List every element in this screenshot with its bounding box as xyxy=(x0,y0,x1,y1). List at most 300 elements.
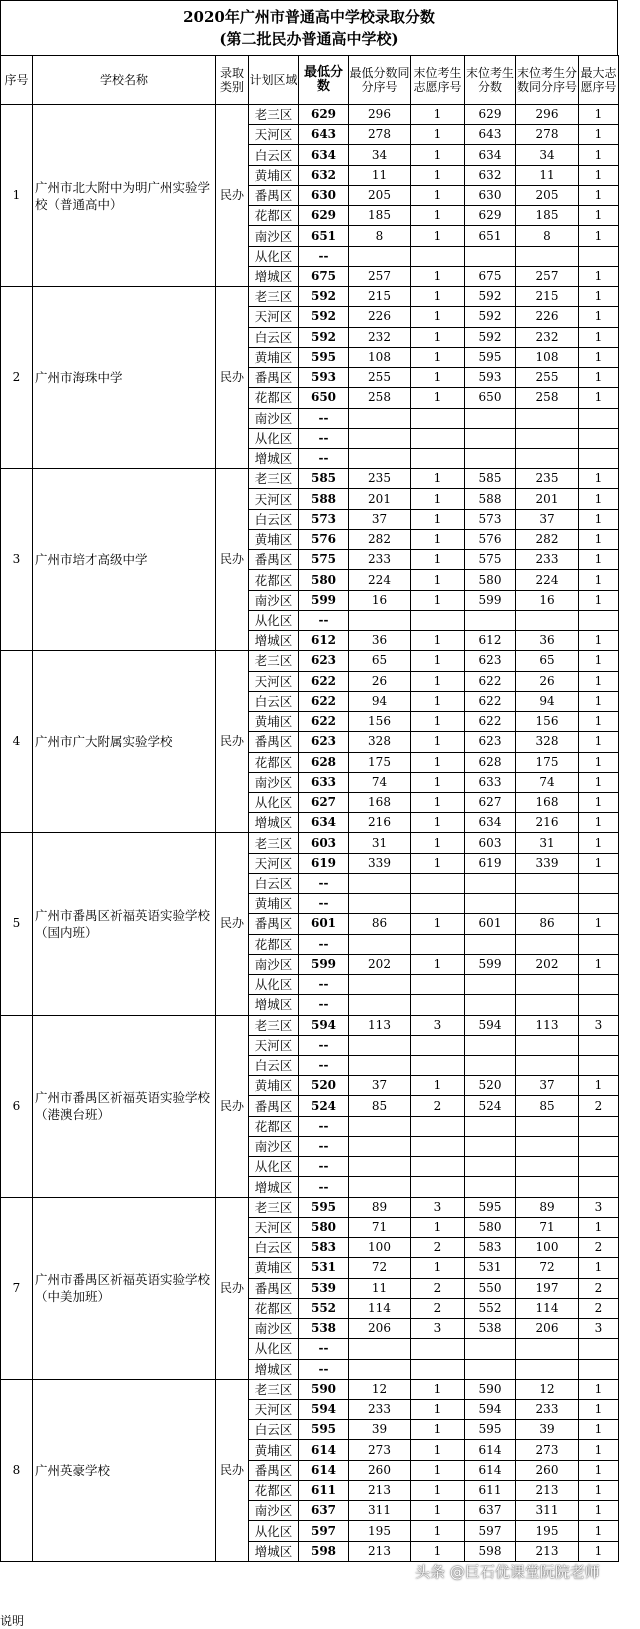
min-score-cell: 575 xyxy=(299,550,349,570)
min-rank-cell: 339 xyxy=(349,853,411,873)
min-score-cell: 627 xyxy=(299,792,349,812)
min-rank-cell: 257 xyxy=(349,266,411,286)
district-cell: 花都区 xyxy=(249,1298,299,1318)
max-choice-cell: 1 xyxy=(579,185,619,205)
last-choice-cell: 1 xyxy=(411,772,465,792)
last-choice-cell: 1 xyxy=(411,550,465,570)
last-score-cell xyxy=(465,1136,516,1156)
last-choice-cell: 1 xyxy=(411,691,465,711)
school-no-cell: 2 xyxy=(1,287,33,469)
max-choice-cell xyxy=(579,1035,619,1055)
min-rank-cell: 202 xyxy=(349,954,411,974)
min-rank-cell xyxy=(349,1116,411,1136)
district-cell: 从化区 xyxy=(249,975,299,995)
last-rank-cell xyxy=(516,975,579,995)
last-score-cell: 675 xyxy=(465,266,516,286)
last-score-cell: 550 xyxy=(465,1278,516,1298)
last-rank-cell xyxy=(516,894,579,914)
max-choice-cell: 1 xyxy=(579,125,619,145)
last-rank-cell xyxy=(516,246,579,266)
min-rank-cell: 205 xyxy=(349,185,411,205)
last-score-cell xyxy=(465,1339,516,1359)
min-score-cell: 592 xyxy=(299,327,349,347)
last-score-cell: 623 xyxy=(465,732,516,752)
last-score-cell: 627 xyxy=(465,792,516,812)
last-score-cell xyxy=(465,1177,516,1197)
min-rank-cell xyxy=(349,1056,411,1076)
last-rank-cell: 278 xyxy=(516,125,579,145)
last-rank-cell: 72 xyxy=(516,1258,579,1278)
max-choice-cell: 2 xyxy=(579,1238,619,1258)
last-score-cell: 637 xyxy=(465,1501,516,1521)
max-choice-cell xyxy=(579,873,619,893)
last-rank-cell: 201 xyxy=(516,489,579,509)
last-choice-cell: 1 xyxy=(411,206,465,226)
last-rank-cell: 255 xyxy=(516,368,579,388)
last-score-cell: 520 xyxy=(465,1076,516,1096)
last-rank-cell: 202 xyxy=(516,954,579,974)
min-score-cell: -- xyxy=(299,1177,349,1197)
last-choice-cell xyxy=(411,873,465,893)
district-cell: 天河区 xyxy=(249,307,299,327)
last-score-cell: 634 xyxy=(465,813,516,833)
max-choice-cell: 1 xyxy=(579,1379,619,1399)
table-row xyxy=(1,651,619,671)
district-cell: 南沙区 xyxy=(249,772,299,792)
district-cell: 增城区 xyxy=(249,1541,299,1561)
max-choice-cell: 3 xyxy=(579,1319,619,1339)
last-rank-cell: 258 xyxy=(516,388,579,408)
max-choice-cell: 3 xyxy=(579,1197,619,1217)
min-score-cell: 614 xyxy=(299,1460,349,1480)
last-rank-cell xyxy=(516,995,579,1015)
last-score-cell xyxy=(465,246,516,266)
min-score-cell: 524 xyxy=(299,1096,349,1116)
district-cell: 从化区 xyxy=(249,1521,299,1541)
max-choice-cell: 1 xyxy=(579,368,619,388)
header-last-score-rank: 末位考生分数同分序号 xyxy=(516,56,579,105)
last-score-cell: 595 xyxy=(465,1197,516,1217)
last-choice-cell: 1 xyxy=(411,1379,465,1399)
school-no-cell: 8 xyxy=(1,1379,33,1561)
max-choice-cell xyxy=(579,934,619,954)
last-score-cell: 595 xyxy=(465,1420,516,1440)
last-score-cell xyxy=(465,1056,516,1076)
last-choice-cell: 1 xyxy=(411,712,465,732)
last-choice-cell xyxy=(411,1157,465,1177)
min-score-cell: -- xyxy=(299,610,349,630)
last-score-cell: 583 xyxy=(465,1238,516,1258)
last-choice-cell: 1 xyxy=(411,1440,465,1460)
last-rank-cell: 233 xyxy=(516,550,579,570)
min-score-cell: 539 xyxy=(299,1278,349,1298)
district-cell: 南沙区 xyxy=(249,954,299,974)
max-choice-cell xyxy=(579,1177,619,1197)
last-score-cell: 643 xyxy=(465,125,516,145)
last-choice-cell: 1 xyxy=(411,671,465,691)
last-score-cell: 592 xyxy=(465,327,516,347)
last-choice-cell xyxy=(411,894,465,914)
last-choice-cell: 2 xyxy=(411,1096,465,1116)
last-choice-cell: 1 xyxy=(411,469,465,489)
last-choice-cell: 1 xyxy=(411,631,465,651)
min-rank-cell: 233 xyxy=(349,550,411,570)
table-row xyxy=(1,1197,619,1217)
district-cell: 南沙区 xyxy=(249,408,299,428)
min-rank-cell: 201 xyxy=(349,489,411,509)
school-type-cell: 民办 xyxy=(216,1197,249,1379)
min-score-cell: 598 xyxy=(299,1541,349,1561)
district-cell: 老三区 xyxy=(249,1379,299,1399)
district-cell: 增城区 xyxy=(249,266,299,286)
min-rank-cell: 37 xyxy=(349,509,411,529)
last-choice-cell: 1 xyxy=(411,105,465,125)
last-choice-cell xyxy=(411,995,465,1015)
last-score-cell: 629 xyxy=(465,105,516,125)
last-choice-cell: 1 xyxy=(411,1480,465,1500)
min-rank-cell: 195 xyxy=(349,1521,411,1541)
last-choice-cell: 1 xyxy=(411,1521,465,1541)
min-score-cell: 576 xyxy=(299,529,349,549)
last-choice-cell xyxy=(411,408,465,428)
school-name-cell: 广州英豪学校 xyxy=(33,1379,216,1561)
last-score-cell: 594 xyxy=(465,1015,516,1035)
min-rank-cell: 11 xyxy=(349,165,411,185)
district-cell: 老三区 xyxy=(249,105,299,125)
district-cell: 从化区 xyxy=(249,610,299,630)
last-choice-cell: 1 xyxy=(411,327,465,347)
max-choice-cell: 1 xyxy=(579,307,619,327)
last-rank-cell: 213 xyxy=(516,1480,579,1500)
last-choice-cell: 1 xyxy=(411,752,465,772)
last-rank-cell: 206 xyxy=(516,1319,579,1339)
max-choice-cell: 1 xyxy=(579,105,619,125)
school-type-cell: 民办 xyxy=(216,833,249,1015)
district-cell: 番禺区 xyxy=(249,550,299,570)
min-rank-cell: 296 xyxy=(349,105,411,125)
max-choice-cell xyxy=(579,894,619,914)
district-cell: 增城区 xyxy=(249,995,299,1015)
last-rank-cell: 311 xyxy=(516,1501,579,1521)
min-rank-cell: 278 xyxy=(349,125,411,145)
max-choice-cell: 1 xyxy=(579,1440,619,1460)
max-choice-cell: 1 xyxy=(579,388,619,408)
district-cell: 白云区 xyxy=(249,1238,299,1258)
school-name-cell: 广州市培才高级中学 xyxy=(33,469,216,651)
min-rank-cell: 89 xyxy=(349,1197,411,1217)
district-cell: 老三区 xyxy=(249,1015,299,1035)
min-rank-cell: 113 xyxy=(349,1015,411,1035)
min-rank-cell: 114 xyxy=(349,1298,411,1318)
max-choice-cell: 1 xyxy=(579,1541,619,1561)
last-score-cell: 595 xyxy=(465,347,516,367)
max-choice-cell xyxy=(579,1116,619,1136)
last-score-cell: 592 xyxy=(465,287,516,307)
last-rank-cell: 113 xyxy=(516,1015,579,1035)
last-choice-cell: 1 xyxy=(411,1541,465,1561)
last-rank-cell xyxy=(516,428,579,448)
min-score-cell: -- xyxy=(299,246,349,266)
min-rank-cell: 72 xyxy=(349,1258,411,1278)
last-choice-cell: 1 xyxy=(411,732,465,752)
last-choice-cell xyxy=(411,1116,465,1136)
last-rank-cell: 39 xyxy=(516,1420,579,1440)
min-score-cell: -- xyxy=(299,448,349,468)
max-choice-cell: 1 xyxy=(579,570,619,590)
min-score-cell: 601 xyxy=(299,914,349,934)
district-cell: 黄埔区 xyxy=(249,712,299,732)
last-score-cell: 575 xyxy=(465,550,516,570)
max-choice-cell xyxy=(579,1339,619,1359)
district-cell: 增城区 xyxy=(249,448,299,468)
last-score-cell xyxy=(465,873,516,893)
district-cell: 花都区 xyxy=(249,570,299,590)
min-score-cell: 630 xyxy=(299,185,349,205)
max-choice-cell: 1 xyxy=(579,509,619,529)
last-rank-cell: 185 xyxy=(516,206,579,226)
last-choice-cell: 1 xyxy=(411,1258,465,1278)
school-no-cell: 3 xyxy=(1,469,33,651)
min-score-cell: 592 xyxy=(299,307,349,327)
min-score-cell: -- xyxy=(299,1056,349,1076)
table-body xyxy=(1,105,619,1562)
header-min-score-rank: 最低分数同分序号 xyxy=(349,56,411,105)
district-cell: 黄埔区 xyxy=(249,1258,299,1278)
table-row xyxy=(1,833,619,853)
header-max-choice: 最大志愿序号 xyxy=(579,56,619,105)
last-score-cell xyxy=(465,1157,516,1177)
table-row xyxy=(1,1015,619,1035)
max-choice-cell: 1 xyxy=(579,590,619,610)
min-rank-cell xyxy=(349,448,411,468)
school-type-cell: 民办 xyxy=(216,287,249,469)
last-score-cell xyxy=(465,1359,516,1379)
last-choice-cell: 1 xyxy=(411,185,465,205)
district-cell: 黄埔区 xyxy=(249,1440,299,1460)
header-school: 学校名称 xyxy=(33,56,216,105)
last-rank-cell: 85 xyxy=(516,1096,579,1116)
last-choice-cell: 1 xyxy=(411,1400,465,1420)
min-rank-cell: 34 xyxy=(349,145,411,165)
min-rank-cell: 175 xyxy=(349,752,411,772)
last-rank-cell xyxy=(516,1339,579,1359)
last-choice-cell: 1 xyxy=(411,570,465,590)
last-choice-cell xyxy=(411,934,465,954)
last-score-cell: 629 xyxy=(465,206,516,226)
last-choice-cell xyxy=(411,1359,465,1379)
last-choice-cell: 2 xyxy=(411,1278,465,1298)
min-score-cell: 632 xyxy=(299,165,349,185)
district-cell: 花都区 xyxy=(249,752,299,772)
max-choice-cell: 1 xyxy=(579,671,619,691)
last-rank-cell: 12 xyxy=(516,1379,579,1399)
last-score-cell xyxy=(465,975,516,995)
last-score-cell xyxy=(465,408,516,428)
max-choice-cell: 1 xyxy=(579,1076,619,1096)
table-row xyxy=(1,287,619,307)
last-rank-cell: 328 xyxy=(516,732,579,752)
last-rank-cell: 31 xyxy=(516,833,579,853)
max-choice-cell: 2 xyxy=(579,1278,619,1298)
last-rank-cell: 282 xyxy=(516,529,579,549)
district-cell: 老三区 xyxy=(249,287,299,307)
last-rank-cell: 114 xyxy=(516,1298,579,1318)
district-cell: 黄埔区 xyxy=(249,894,299,914)
last-rank-cell: 213 xyxy=(516,1541,579,1561)
min-score-cell: 552 xyxy=(299,1298,349,1318)
min-score-cell: 590 xyxy=(299,1379,349,1399)
max-choice-cell: 1 xyxy=(579,954,619,974)
min-rank-cell: 213 xyxy=(349,1541,411,1561)
last-choice-cell: 1 xyxy=(411,266,465,286)
min-rank-cell: 86 xyxy=(349,914,411,934)
min-rank-cell xyxy=(349,1359,411,1379)
min-rank-cell xyxy=(349,246,411,266)
max-choice-cell: 1 xyxy=(579,469,619,489)
last-rank-cell xyxy=(516,1359,579,1379)
last-choice-cell: 1 xyxy=(411,287,465,307)
school-name-cell: 广州市番禺区祈福英语实验学校（港澳台班） xyxy=(33,1015,216,1197)
district-cell: 白云区 xyxy=(249,691,299,711)
min-rank-cell: 168 xyxy=(349,792,411,812)
last-choice-cell: 1 xyxy=(411,509,465,529)
last-score-cell: 588 xyxy=(465,489,516,509)
district-cell: 花都区 xyxy=(249,206,299,226)
max-choice-cell xyxy=(579,246,619,266)
last-rank-cell: 108 xyxy=(516,347,579,367)
last-score-cell: 650 xyxy=(465,388,516,408)
district-cell: 老三区 xyxy=(249,1197,299,1217)
district-cell: 天河区 xyxy=(249,853,299,873)
last-choice-cell xyxy=(411,1035,465,1055)
max-choice-cell: 1 xyxy=(579,347,619,367)
min-rank-cell: 224 xyxy=(349,570,411,590)
max-choice-cell: 1 xyxy=(579,772,619,792)
watermark-text: 头条 @巨石优课堂阮院老师 xyxy=(415,1563,600,1581)
school-type-cell: 民办 xyxy=(216,1015,249,1197)
min-rank-cell xyxy=(349,975,411,995)
header-last-score: 末位考生分数 xyxy=(465,56,516,105)
min-score-cell: 622 xyxy=(299,691,349,711)
min-score-cell: 643 xyxy=(299,125,349,145)
min-rank-cell xyxy=(349,1339,411,1359)
max-choice-cell: 1 xyxy=(579,206,619,226)
max-choice-cell xyxy=(579,1157,619,1177)
last-rank-cell xyxy=(516,408,579,428)
min-score-cell: -- xyxy=(299,1116,349,1136)
district-cell: 南沙区 xyxy=(249,226,299,246)
min-rank-cell: 8 xyxy=(349,226,411,246)
last-score-cell: 601 xyxy=(465,914,516,934)
max-choice-cell: 1 xyxy=(579,529,619,549)
min-rank-cell: 94 xyxy=(349,691,411,711)
min-rank-cell: 255 xyxy=(349,368,411,388)
last-rank-cell: 168 xyxy=(516,792,579,812)
last-choice-cell: 1 xyxy=(411,165,465,185)
min-rank-cell: 311 xyxy=(349,1501,411,1521)
district-cell: 从化区 xyxy=(249,1157,299,1177)
max-choice-cell: 1 xyxy=(579,1258,619,1278)
district-cell: 从化区 xyxy=(249,428,299,448)
last-score-cell: 651 xyxy=(465,226,516,246)
last-score-cell: 580 xyxy=(465,1217,516,1237)
district-cell: 增城区 xyxy=(249,1359,299,1379)
last-choice-cell: 1 xyxy=(411,833,465,853)
min-score-cell: 622 xyxy=(299,671,349,691)
last-rank-cell xyxy=(516,1035,579,1055)
last-score-cell: 592 xyxy=(465,307,516,327)
max-choice-cell: 1 xyxy=(579,914,619,934)
last-score-cell xyxy=(465,448,516,468)
min-rank-cell: 328 xyxy=(349,732,411,752)
max-choice-cell: 1 xyxy=(579,226,619,246)
last-choice-cell xyxy=(411,448,465,468)
max-choice-cell: 1 xyxy=(579,266,619,286)
min-score-cell: -- xyxy=(299,1157,349,1177)
min-rank-cell: 232 xyxy=(349,327,411,347)
min-rank-cell xyxy=(349,1157,411,1177)
last-rank-cell: 26 xyxy=(516,671,579,691)
last-choice-cell xyxy=(411,610,465,630)
min-rank-cell: 65 xyxy=(349,651,411,671)
min-rank-cell: 16 xyxy=(349,590,411,610)
last-choice-cell: 1 xyxy=(411,590,465,610)
min-rank-cell: 156 xyxy=(349,712,411,732)
district-cell: 花都区 xyxy=(249,934,299,954)
min-score-cell: -- xyxy=(299,1339,349,1359)
last-choice-cell: 3 xyxy=(411,1197,465,1217)
last-choice-cell: 1 xyxy=(411,1076,465,1096)
min-score-cell: 595 xyxy=(299,347,349,367)
last-rank-cell: 65 xyxy=(516,651,579,671)
district-cell: 白云区 xyxy=(249,327,299,347)
last-rank-cell: 215 xyxy=(516,287,579,307)
district-cell: 番禺区 xyxy=(249,368,299,388)
last-rank-cell: 156 xyxy=(516,712,579,732)
min-rank-cell: 39 xyxy=(349,1420,411,1440)
last-rank-cell xyxy=(516,1116,579,1136)
last-choice-cell: 2 xyxy=(411,1238,465,1258)
min-rank-cell: 100 xyxy=(349,1238,411,1258)
last-choice-cell xyxy=(411,246,465,266)
last-rank-cell xyxy=(516,448,579,468)
header-district: 计划区域 xyxy=(249,56,299,105)
min-score-cell: -- xyxy=(299,408,349,428)
last-rank-cell: 226 xyxy=(516,307,579,327)
min-rank-cell: 108 xyxy=(349,347,411,367)
max-choice-cell: 1 xyxy=(579,732,619,752)
school-name-cell: 广州市广大附属实验学校 xyxy=(33,651,216,833)
district-cell: 番禺区 xyxy=(249,1096,299,1116)
last-score-cell: 603 xyxy=(465,833,516,853)
district-cell: 花都区 xyxy=(249,1116,299,1136)
last-score-cell: 524 xyxy=(465,1096,516,1116)
min-score-cell: 573 xyxy=(299,509,349,529)
max-choice-cell xyxy=(579,448,619,468)
min-score-cell: -- xyxy=(299,894,349,914)
last-choice-cell: 3 xyxy=(411,1319,465,1339)
min-rank-cell xyxy=(349,1177,411,1197)
max-choice-cell xyxy=(579,1136,619,1156)
min-score-cell: 592 xyxy=(299,287,349,307)
district-cell: 天河区 xyxy=(249,1400,299,1420)
district-cell: 白云区 xyxy=(249,509,299,529)
min-rank-cell xyxy=(349,934,411,954)
min-rank-cell: 185 xyxy=(349,206,411,226)
min-rank-cell: 260 xyxy=(349,1460,411,1480)
min-score-cell: -- xyxy=(299,995,349,1015)
max-choice-cell: 1 xyxy=(579,651,619,671)
